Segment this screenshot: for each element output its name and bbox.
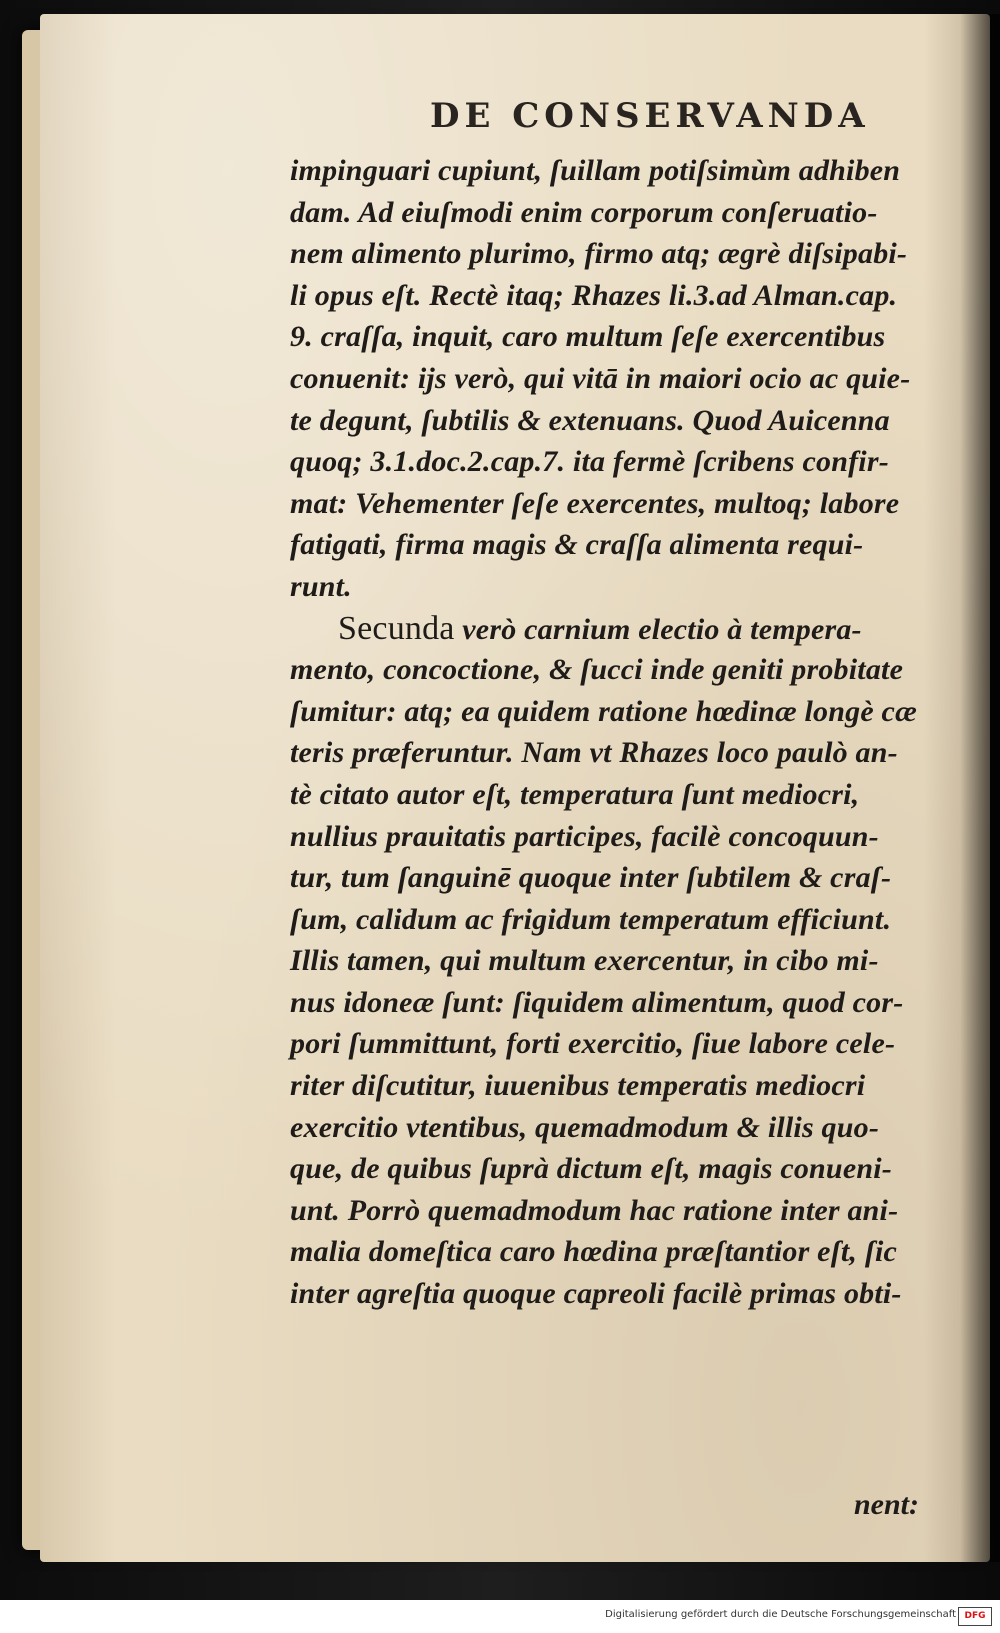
footer-bar bbox=[0, 1600, 1000, 1633]
paragraph-first-line-text: verò carnium electio à tempera- bbox=[454, 612, 862, 646]
text-line: impinguari cupiunt, ſuillam potiſsimùm adhiben bbox=[290, 154, 901, 187]
text-line: li opus eſt. Rectè itaq; Rhazes li.3.ad Alman.cap. bbox=[290, 278, 898, 312]
text-line: te degunt, ſubtilis & extenuans. Quod Auicenna bbox=[290, 403, 890, 437]
text-line: quoq; 3.1.doc.2.cap.7. ita fermè ſcribens confir- bbox=[290, 445, 889, 479]
text-line: nem alimento plurimo, firmo atq; ægrè diſsipabi- bbox=[290, 237, 908, 271]
text-line: runt. bbox=[290, 569, 352, 603]
text-line: dam. Ad eiuſmodi enim corporum conſeruatio- bbox=[290, 195, 878, 229]
text-line: teris præferuntur. Nam vt Rhazes loco paulò an- bbox=[290, 736, 898, 770]
text-line: pori ſummittunt, forti exercitio, ſiue labore cele- bbox=[290, 1027, 896, 1061]
page-gutter-shadow bbox=[960, 14, 1000, 1562]
text-line: ſum, calidum ac frigidum temperatum efficiunt. bbox=[290, 902, 892, 936]
running-head: DE CONSERVANDA bbox=[430, 96, 870, 136]
text-line: unt. Porrò quemadmodum hac ratione inter ani- bbox=[290, 1193, 899, 1227]
text-line: tur, tum ſanguinē quoque inter ſubtilem & craſ- bbox=[290, 861, 892, 895]
text-line: nullius prauitatis participes, facilè concoquun- bbox=[290, 819, 879, 853]
text-line: que, de quibus ſuprà dictum eſt, magis conueni- bbox=[290, 1152, 892, 1186]
dfg-logo-text: DFG bbox=[964, 1611, 986, 1621]
text-line: ſumitur: atq; ea quidem ratione hœdinæ longè cæ bbox=[290, 694, 917, 728]
text-line: tè citato autor eſt, temperatura ſunt mediocri, bbox=[290, 777, 860, 811]
text-line: mento, concoctione, & ſucci inde geniti probitate bbox=[290, 653, 904, 687]
text-line: malia domeſtica caro hœdina præſtantior eſt, ſic bbox=[290, 1235, 898, 1269]
dfg-logo-icon bbox=[958, 1607, 992, 1626]
text-line: mat: Vehementer ſeſe exercentes, multoq; labore bbox=[290, 486, 900, 520]
text-line: exercitio vtentibus, quemadmodum & illis quo- bbox=[290, 1110, 880, 1144]
text-line: Illis tamen, qui multum exercentur, in cibo mi- bbox=[290, 944, 879, 978]
funding-notice: Digitalisierung gefördert durch die Deutsche Forschungsgemeinschaft bbox=[605, 1609, 956, 1620]
paragraph-initial-word: Secunda bbox=[338, 609, 455, 647]
paragraph-first-line bbox=[290, 608, 940, 650]
text-line: fatigati, firma magis & craſſa alimenta requi- bbox=[290, 528, 864, 562]
text-line: riter diſcutitur, iuuenibus temperatis mediocri bbox=[290, 1069, 866, 1103]
text-line: nus idoneæ ſunt: ſiquidem alimentum, quod cor- bbox=[290, 985, 904, 1019]
text-line: 9. craſſa, inquit, caro multum ſeſe exercentibus bbox=[290, 320, 886, 354]
text-line: inter agreſtia quoque capreoli facilè primas obti- bbox=[290, 1277, 902, 1311]
page-text-block bbox=[290, 150, 940, 1315]
text-line: conuenit: ijs verò, qui vitā in maiori ocio ac quie- bbox=[290, 361, 911, 395]
catchword: nent: bbox=[854, 1488, 920, 1521]
